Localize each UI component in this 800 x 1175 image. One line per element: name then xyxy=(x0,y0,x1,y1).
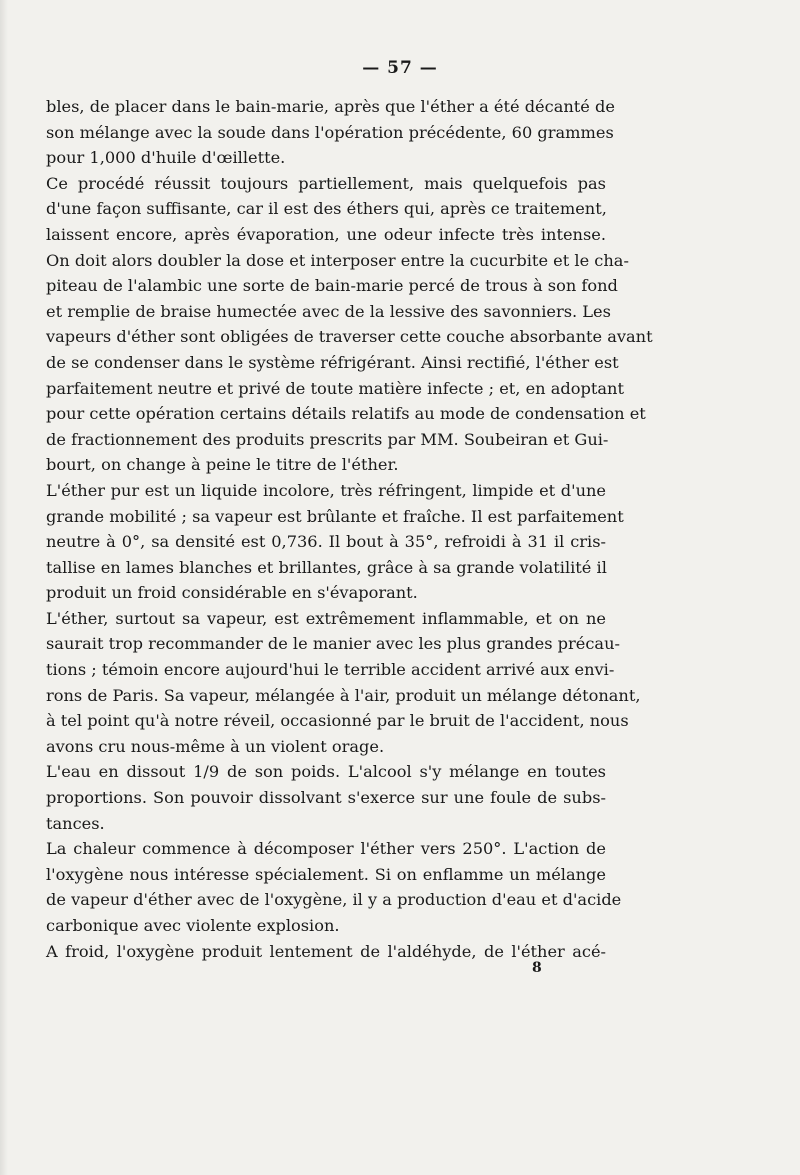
paragraph xyxy=(46,171,653,478)
text-line: et remplie de braise humectée avec de la lessive des savonniers. Les xyxy=(46,301,611,321)
text-line: pour cette opération certains détails relatifs au mode de condensation et xyxy=(46,404,646,424)
page-edge-shadow xyxy=(0,0,8,1175)
text-line: L'eau en dissout 1/9 de son poids. L'alcool s'y mélange en toutes xyxy=(46,762,606,782)
paragraph xyxy=(46,939,606,965)
text-line: bourt, on change à peine le titre de l'éther. xyxy=(46,455,399,475)
page-number: — 57 — xyxy=(362,58,438,78)
text-line: saurait trop recommander de le manier avec les plus grandes précau- xyxy=(46,634,620,654)
text-line: de fractionnement des produits prescrits par MM. Soubeiran et Gui- xyxy=(46,429,609,449)
text-line: laissent encore, après évaporation, une odeur infecte très intense. xyxy=(46,224,606,244)
body-text xyxy=(46,94,653,964)
text-line: Ce procédé réussit toujours partiellement, mais quelquefois pas xyxy=(46,173,606,193)
text-line: avons cru nous-même à un violent orage. xyxy=(46,736,385,756)
text-line: vapeurs d'éther sont obligées de traverser cette couche absorbante avant xyxy=(46,327,653,347)
text-line: rons de Paris. Sa vapeur, mélangée à l'air, produit un mélange détonant, xyxy=(46,685,641,705)
text-line: L'éther pur est un liquide incolore, très réfringent, limpide et d'une xyxy=(46,480,606,500)
text-line: carbonique avec violente explosion. xyxy=(46,916,340,935)
signature-mark: 8 xyxy=(532,960,542,976)
text-line: l'oxygène nous intéresse spécialement. Si on enflamme un mélange xyxy=(46,864,606,884)
text-line: parfaitement neutre et privé de toute matière infecte ; et, en adoptant xyxy=(46,378,624,398)
text-line: produit un froid considérable en s'évaporant. xyxy=(46,583,418,603)
text-line: A froid, l'oxygène produit lentement de l'aldéhyde, de l'éther acé- xyxy=(46,941,606,961)
text-line: bles, de placer dans le bain-marie, après que l'éther a été décanté de xyxy=(46,97,615,116)
text-line: de se condenser dans le système réfrigérant. Ainsi rectifié, l'éther est xyxy=(46,352,619,372)
text-line: piteau de l'alambic une sorte de bain-marie percé de trous à son fond xyxy=(46,276,618,296)
text-line: d'une façon suffisante, car il est des éthers qui, après ce traitement, xyxy=(46,199,607,219)
paragraph xyxy=(46,94,615,171)
text-line: La chaleur commence à décomposer l'éther vers 250°. L'action de xyxy=(46,839,606,859)
text-line: pour 1,000 d'huile d'œillette. xyxy=(46,148,286,168)
text-line: grande mobilité ; sa vapeur est brûlante et fraîche. Il est parfaitement xyxy=(46,506,624,526)
text-line: tances. xyxy=(46,813,105,833)
text-line: son mélange avec la soude dans l'opération précédente, 60 grammes xyxy=(46,122,614,142)
text-line: de vapeur d'éther avec de l'oxygène, il y a production d'eau et d'acide xyxy=(46,890,622,910)
paragraph xyxy=(46,759,606,836)
text-line: à tel point qu'à notre réveil, occasionné par le bruit de l'accident, nous xyxy=(46,711,629,731)
text-line: proportions. Son pouvoir dissolvant s'exerce sur une foule de subs- xyxy=(46,788,606,808)
paragraph xyxy=(46,478,624,606)
text-line: tions ; témoin encore aujourd'hui le terrible accident arrivé aux envi- xyxy=(46,660,615,680)
text-line: neutre à 0°, sa densité est 0,736. Il bout à 35°, refroidi à 31 il cris- xyxy=(46,532,606,552)
text-line: L'éther, surtout sa vapeur, est extrêmement inflammable, et on ne xyxy=(46,608,606,628)
paragraph xyxy=(46,836,622,938)
text-line: On doit alors doubler la dose et interposer entre la cucurbite et le cha- xyxy=(46,250,629,270)
text-line: tallise en lames blanches et brillantes, grâce à sa grande volatilité il xyxy=(46,557,607,577)
paragraph xyxy=(46,606,641,760)
